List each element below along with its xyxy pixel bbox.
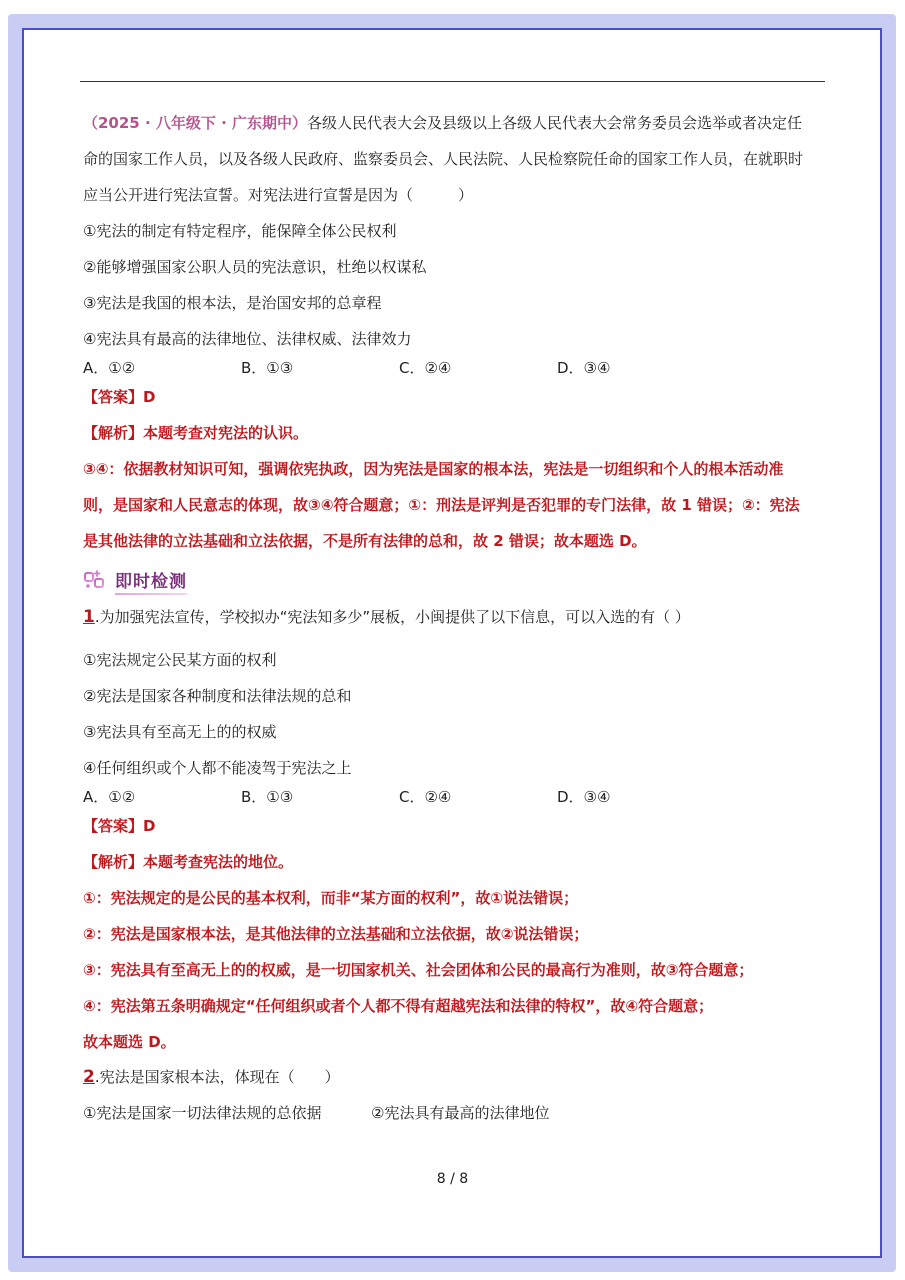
option-row — [83, 1102, 828, 1124]
option-item: ①宪法是国家一切法律法规的总依据 — [83, 1104, 322, 1122]
stem-line-3: 应当公开进行宪法宣誓。对宪法进行宣誓是因为（ ） — [83, 186, 474, 204]
choice-d: D．③④ — [557, 359, 611, 377]
analysis-line: ①：宪法规定的是公民的基本权利，而非“某方面的权利”，故①说法错误； — [83, 889, 579, 907]
analysis-line: ③：宪法具有至高无上的的权威，是一切国家机关、社会团体和公民的最高行为准则，故③符合题意； — [83, 961, 754, 979]
option-item: ④宪法具有最高的法律地位、法律权威、法律效力 — [83, 330, 412, 348]
question-number: 2 — [83, 1067, 95, 1087]
option-item: ③宪法具有至高无上的的权威 — [83, 723, 277, 741]
source-tag: （2025 · 八年级下 · 广东期中） — [83, 114, 308, 132]
analysis-line: 故本题选 D。 — [83, 1033, 176, 1051]
question-number: 1 — [83, 607, 95, 627]
section-heading — [83, 567, 828, 592]
answer-label: 【答案】D — [83, 388, 156, 406]
choice-b: B．①③ — [241, 359, 294, 377]
option-item: ①宪法规定公民某方面的权利 — [83, 651, 277, 669]
option-item: ②宪法具有最高的法律地位 — [371, 1104, 550, 1122]
choice-c: C．②④ — [399, 359, 452, 377]
analysis-title: 【解析】本题考查宪法的地位。 — [83, 853, 294, 871]
section-title: 即时检测 — [115, 567, 187, 592]
choice-c: C．②④ — [399, 788, 452, 806]
option-item: ②能够增强国家公职人员的宪法意识，杜绝以权谋私 — [83, 258, 427, 276]
answer-label: 【答案】D — [83, 817, 156, 835]
choice-a: A．①② — [83, 788, 136, 806]
choice-d: D．③④ — [557, 788, 611, 806]
question-text: .为加强宪法宣传，学校拟办“宪法知多少”展板，小闽提供了以下信息，可以入选的有（ ） — [94, 608, 690, 626]
choice-row — [83, 357, 828, 379]
option-item: ④任何组织或个人都不能凌驾于宪法之上 — [83, 759, 352, 777]
question-stem — [83, 1066, 828, 1088]
analysis-line: 是其他法律的立法基础和立法依据，不是所有法律的总和，故 2 错误；故本题选 D。 — [83, 532, 647, 550]
choice-a: A．①② — [83, 359, 136, 377]
document-body — [83, 112, 828, 1124]
analysis-title: 【解析】本题考查对宪法的认识。 — [83, 424, 309, 442]
choice-b: B．①③ — [241, 788, 294, 806]
choice-row — [83, 786, 828, 808]
analysis-line: ③④：依据教材知识可知，强调依宪执政，因为宪法是国家的根本法，宪法是一切组织和个人的根本活动准 — [83, 460, 784, 478]
option-item: ①宪法的制定有特定程序，能保障全体公民权利 — [83, 222, 397, 240]
question-stem — [83, 105, 828, 141]
puzzle-icon — [83, 569, 105, 591]
page-number: 8 / 8 — [436, 1171, 469, 1187]
analysis-line: 则，是国家和人民意志的体现，故③④符合题意；①：刑法是评判是否犯罪的专门法律，故 1 错误；②：宪法 — [83, 496, 800, 514]
question-block-2 — [83, 1066, 828, 1124]
analysis-line: ②：宪法是国家根本法，是其他法律的立法基础和立法依据，故②说法错误； — [83, 925, 589, 943]
question-stem — [83, 606, 828, 628]
option-item: ③宪法是我国的根本法，是治国安邦的总章程 — [83, 294, 382, 312]
header-rule — [80, 81, 825, 82]
question-block-1 — [83, 606, 828, 1060]
question-block-0 — [83, 105, 828, 559]
stem-line-2: 命的国家工作人员，以及各级人民政府、监察委员会、人民法院、人民检察院任命的国家工作人员，在就职时 — [83, 150, 804, 168]
option-item: ②宪法是国家各种制度和法律法规的总和 — [83, 687, 352, 705]
question-text: .宪法是国家根本法，体现在（ ） — [94, 1068, 340, 1086]
stem-line-1: 各级人民代表大会及县级以上各级人民代表大会常务委员会选举或者决定任 — [307, 114, 803, 132]
analysis-line: ④：宪法第五条明确规定“任何组织或者个人都不得有超越宪法和法律的特权”，故④符合题意； — [83, 997, 714, 1015]
